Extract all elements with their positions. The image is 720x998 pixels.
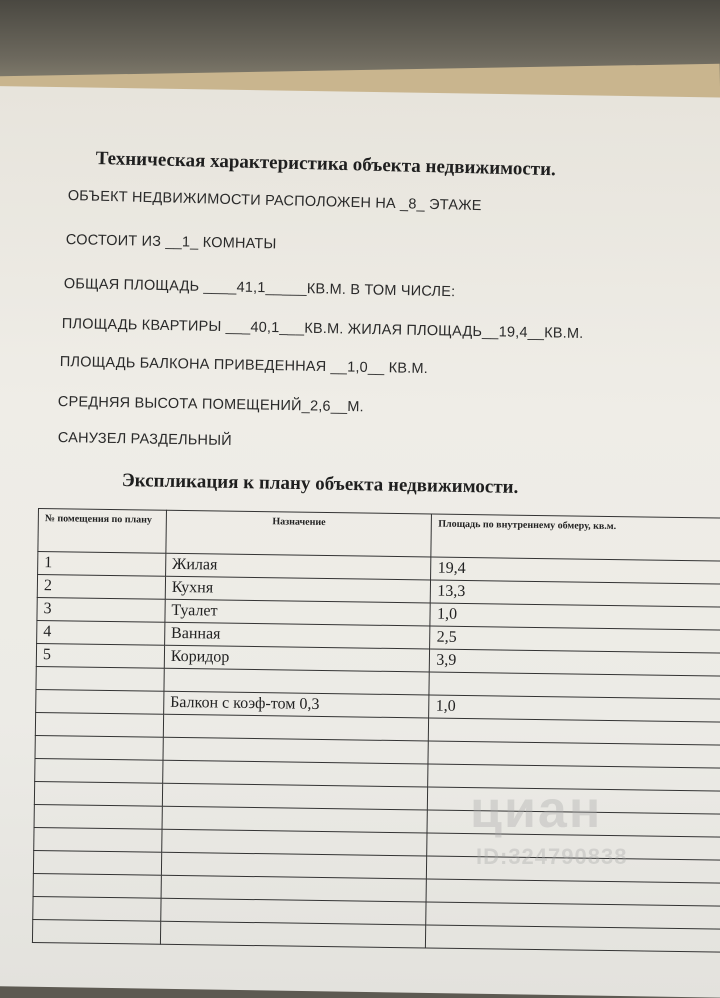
info-apartment-area: ПЛОЩАДЬ КВАРТИРЫ ___40,1___КВ.М. ЖИЛАЯ ПЛОЩАДЬ__19,4__КВ.М. <box>61 316 584 343</box>
purpose-cell: Ванная <box>164 622 430 649</box>
room-number-cell: 2 <box>37 575 165 600</box>
purpose-cell: Туалет <box>165 599 431 626</box>
room-number-cell: 4 <box>37 620 165 645</box>
room-number-cell <box>34 781 162 806</box>
header-purpose: Назначение <box>166 510 432 557</box>
purpose-cell: Жилая <box>165 553 431 580</box>
purpose-cell: Балкон с коэф-том 0,3 <box>163 691 429 718</box>
room-number-cell <box>33 873 161 898</box>
room-number-cell <box>35 735 163 760</box>
area-cell: 1,0 <box>429 695 720 722</box>
info-bathroom: САНУЗЕЛ РАЗДЕЛЬНЫЙ <box>57 430 232 450</box>
area-cell <box>426 925 720 952</box>
info-rooms: СОСТОИТ ИЗ __1_ КОМНАТЫ <box>65 232 277 253</box>
document-title: Техническая характеристика объекта недвижимости. <box>95 148 557 181</box>
info-total-area: ОБЩАЯ ПЛОЩАДЬ ____41,1_____КВ.М. В ТОМ ЧИСЛЕ: <box>63 276 456 301</box>
room-number-cell <box>36 666 164 691</box>
cian-watermark <box>470 780 670 890</box>
area-cell: 1,0 <box>430 603 720 630</box>
area-cell: 3,9 <box>430 649 720 676</box>
info-floor: ОБЪЕКТ НЕДВИЖИМОСТИ РАСПОЛОЖЕН НА _8_ ЭТАЖЕ <box>67 188 482 215</box>
room-number-cell: 1 <box>38 552 166 577</box>
listing-id: ID:324790838 <box>476 844 628 869</box>
room-number-cell <box>33 896 161 921</box>
purpose-cell: Коридор <box>164 645 430 672</box>
purpose-cell: Кухня <box>165 576 431 603</box>
room-number-cell <box>35 712 163 737</box>
room-number-cell <box>32 919 160 944</box>
room-number-cell: 5 <box>36 643 164 668</box>
area-cell: 13,3 <box>431 580 720 607</box>
header-area: Площадь по внутреннему обмеру, кв.м. <box>431 514 720 561</box>
table-body <box>32 552 720 953</box>
room-number-cell <box>34 804 162 829</box>
room-number-cell <box>33 850 161 875</box>
room-number-cell: 3 <box>37 597 165 622</box>
info-ceiling-height: СРЕДНЯЯ ВЫСОТА ПОМЕЩЕНИЙ_2,6__М. <box>57 394 364 416</box>
info-balcony-area: ПЛОЩАДЬ БАЛКОНА ПРИВЕДЕННАЯ __1,0__ КВ.М. <box>59 354 429 378</box>
explication-title: Экспликация к плану объекта недвижимости. <box>121 470 519 498</box>
area-cell: 2,5 <box>430 626 720 653</box>
cian-logo: циан <box>470 781 603 839</box>
purpose-cell <box>160 921 426 948</box>
header-room-number: № помещения по плану <box>38 509 166 554</box>
room-number-cell <box>34 827 162 852</box>
room-number-cell <box>36 689 164 714</box>
room-number-cell <box>35 758 163 783</box>
area-cell: 19,4 <box>431 557 720 584</box>
